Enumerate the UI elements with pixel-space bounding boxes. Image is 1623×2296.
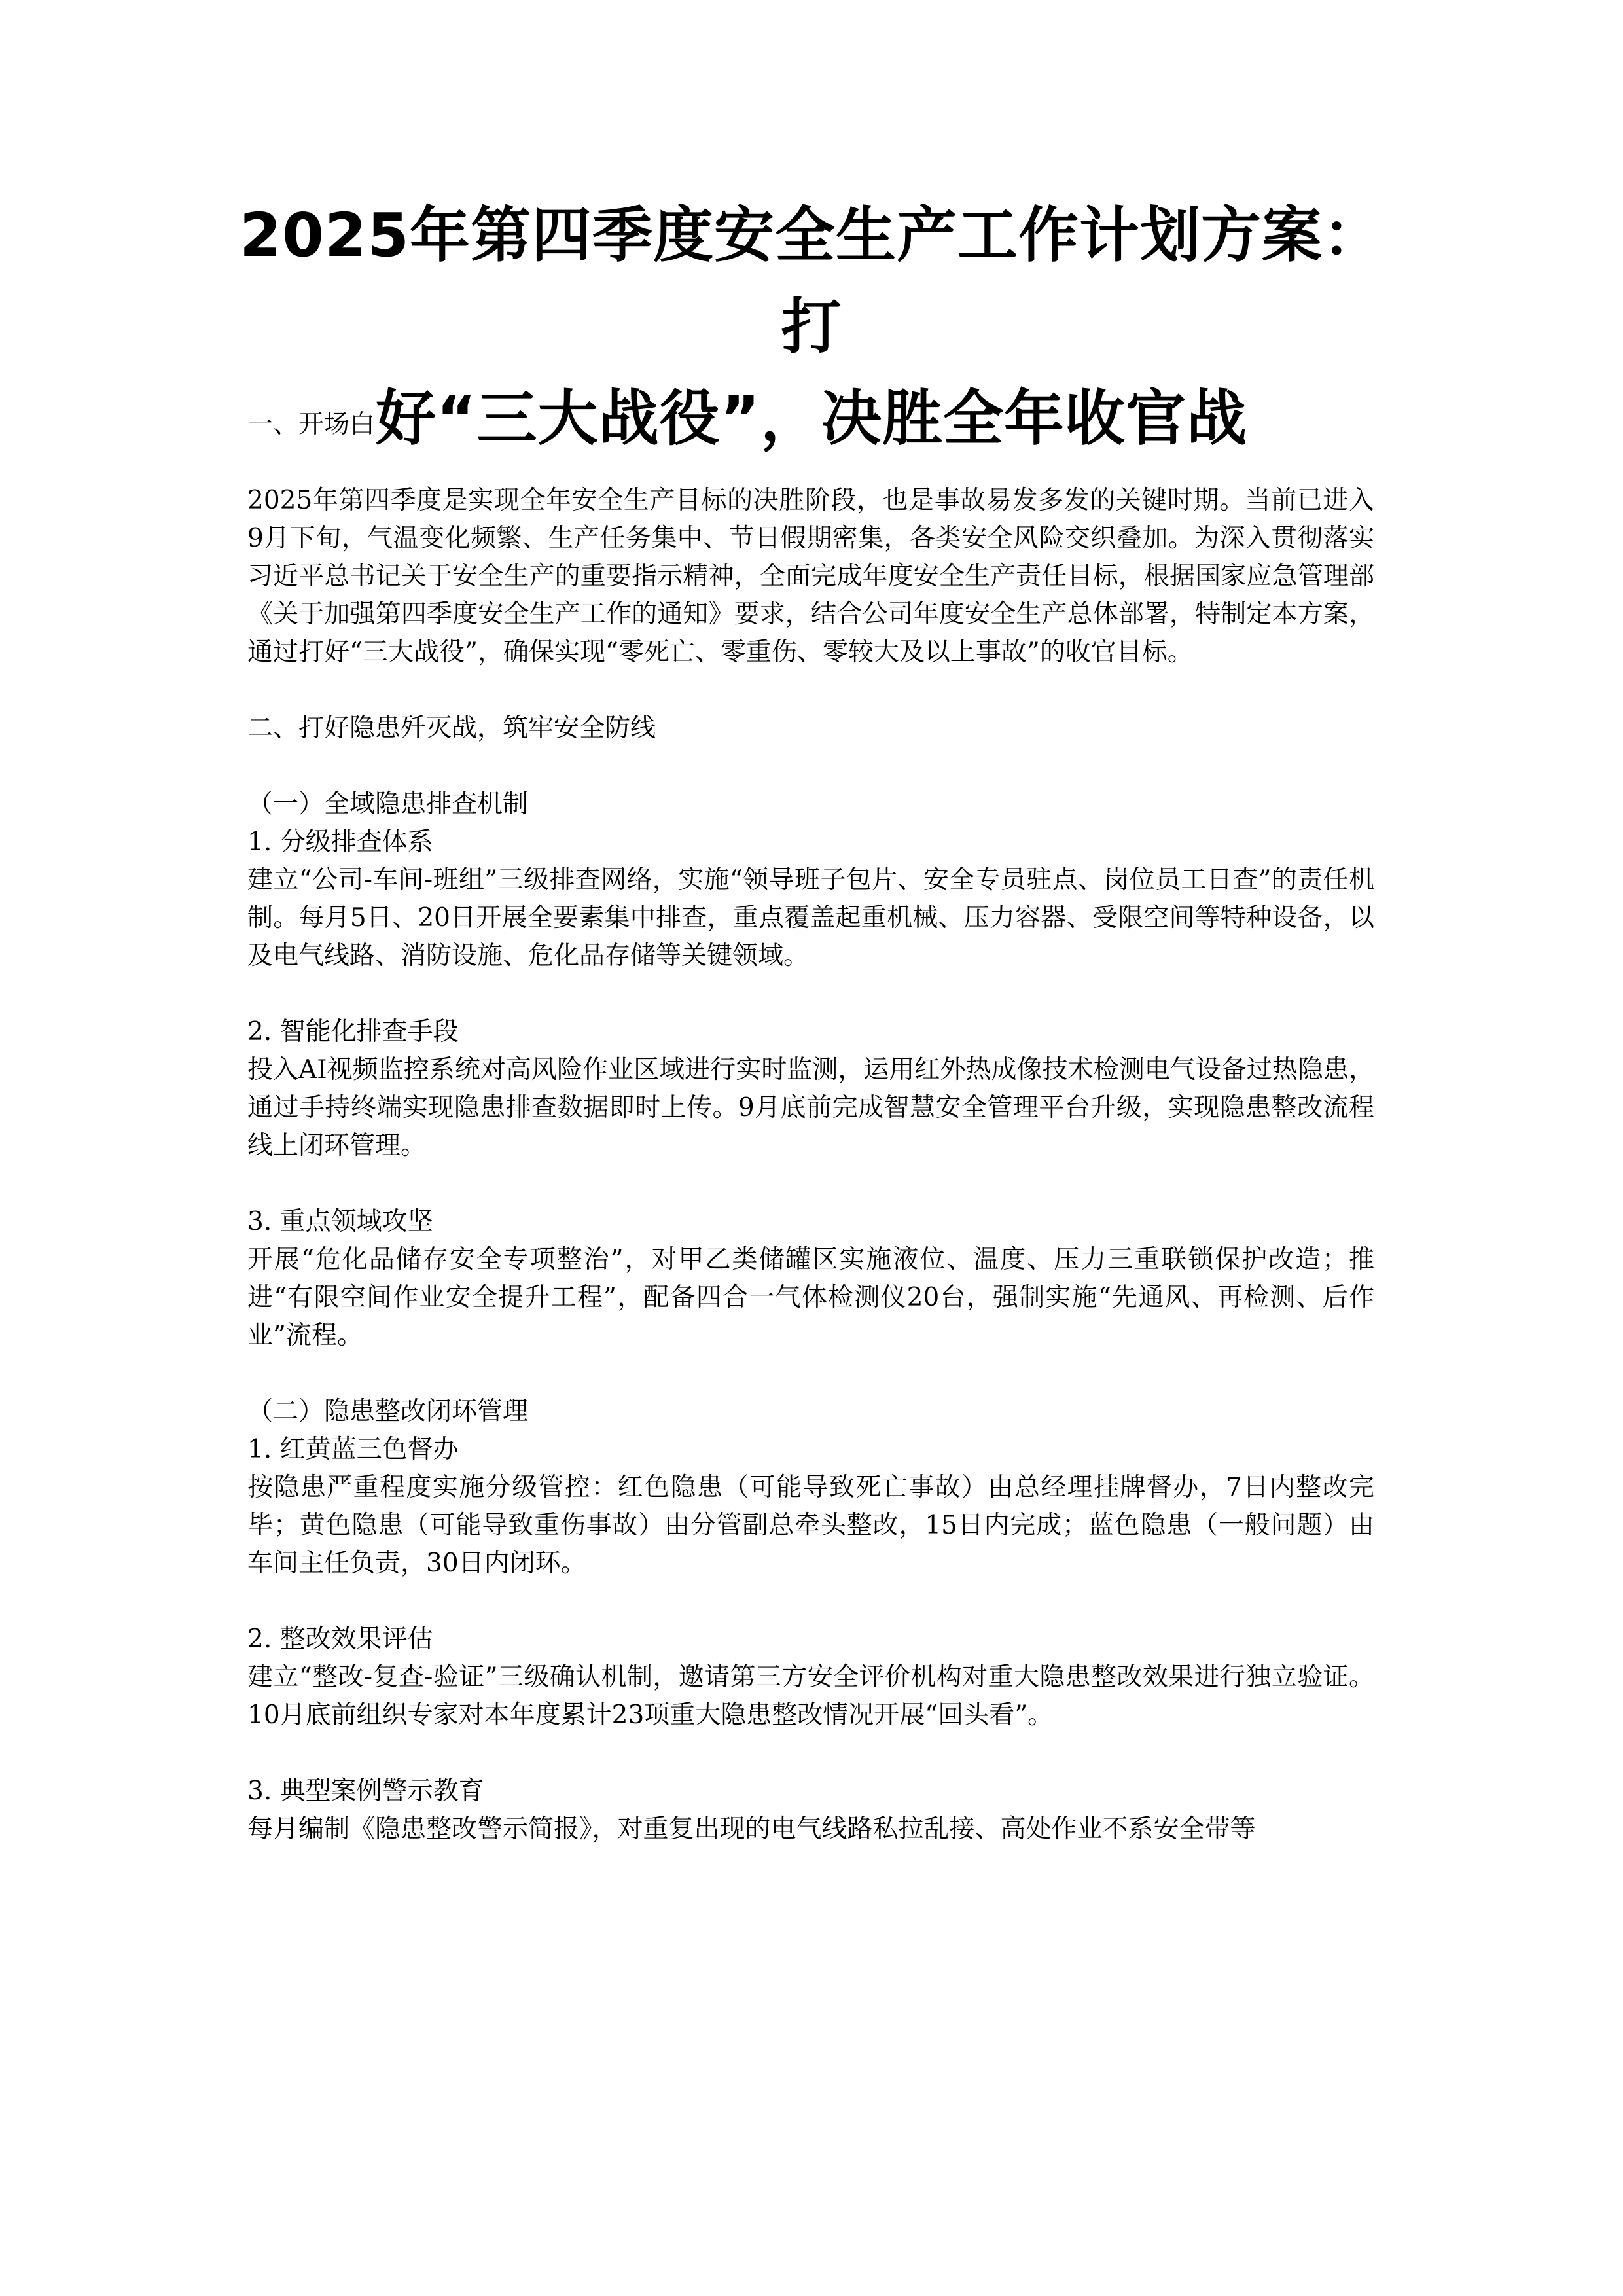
item-text-key-areas: 开展“危化品储存安全专项整治”，对甲乙类储罐区实施液位、温度、压力三重联锁保护改造；推进“有限空间作业安全提升工程”，配备四合一气体检测仪20台，强制实施“先通风、再检测、后作业”流程。	[247, 1245, 1374, 1350]
item-heading-key-areas: 3. 重点领域攻坚	[247, 1207, 433, 1236]
item-heading-effect-evaluation: 2. 整改效果评估	[247, 1624, 433, 1654]
item-text-tiered-inspection: 建立“公司-车间-班组”三级排查网络，实施“领导班子包片、安全专员驻点、岗位员工日查”的责任机制。每月5日、20日开展全要素集中排查，重点覆盖起重机械、压力容器、受限空间等特种设备，以及电气线路、消防设施、危化品存储等关键领域。	[247, 865, 1374, 971]
document-body	[247, 406, 1374, 1848]
subsection-heading-inspection: （一）全域隐患排查机制	[247, 789, 529, 819]
item-heading-three-color: 1. 红黄蓝三色督办	[247, 1435, 459, 1464]
item-text-effect-evaluation: 建立“整改-复查-验证”三级确认机制，邀请第三方安全评价机构对重大隐患整改效果进行独立验证。10月底前组织专家对本年度累计23项重大隐患整改情况开展“回头看”。	[247, 1662, 1374, 1730]
item-heading-tiered-inspection: 1. 分级排查体系	[247, 827, 433, 857]
title-line-2: 好“三大战役”，决胜全年收官战	[376, 384, 1247, 454]
item-text-smart-inspection: 投入AI视频监控系统对高风险作业区域进行实时监测，运用红外热成像技术检测电气设备过热隐患，通过手持终端实现隐患排查数据即时上传。9月底前完成智慧安全管理平台升级，实现隐患整改流程线上闭环管理。	[247, 1055, 1374, 1160]
item-text-case-education: 每月编制《隐患整改警示简报》，对重复出现的电气线路私拉乱接、高处作业不系安全带等	[247, 1814, 1256, 1844]
section-heading-hazard-battle: 二、打好隐患歼灭战，筑牢安全防线	[247, 713, 656, 743]
item-text-three-color: 按隐患严重程度实施分级管控：红色隐患（可能导致死亡事故）由总经理挂牌督办，7日内整改完毕；黄色隐患（可能导致重伤事故）由分管副总牵头整改，15日内完成；蓝色隐患（一般问题）由车间主任负责，30日内闭环。	[247, 1473, 1374, 1578]
opening-paragraph: 2025年第四季度是实现全年安全生产目标的决胜阶段，也是事故易发多发的关键时期。当前已进入9月下旬，气温变化频繁、生产任务集中、节日假期密集，各类安全风险交织叠加。为深入贯彻落实习近平总书记关于安全生产的重要指示精神，全面完成年度安全生产责任目标，根据国家应急管理部《关于加强第四季度安全生产工作的通知》要求，结合公司年度安全生产总体部署，特制定本方案，通过打好“三大战役”，确保实现“零死亡、零重伤、零较大及以上事故”的收官目标。	[247, 486, 1374, 667]
title-line-1: 2025年第四季度安全生产工作计划方案：打	[239, 200, 1384, 362]
subsection-heading-rectification: （二）隐患整改闭环管理	[247, 1397, 529, 1426]
section-heading-opening: 一、开场白	[247, 410, 376, 439]
item-heading-smart-inspection: 2. 智能化排查手段	[247, 1017, 459, 1047]
item-heading-case-education: 3. 典型案例警示教育	[247, 1776, 484, 1806]
